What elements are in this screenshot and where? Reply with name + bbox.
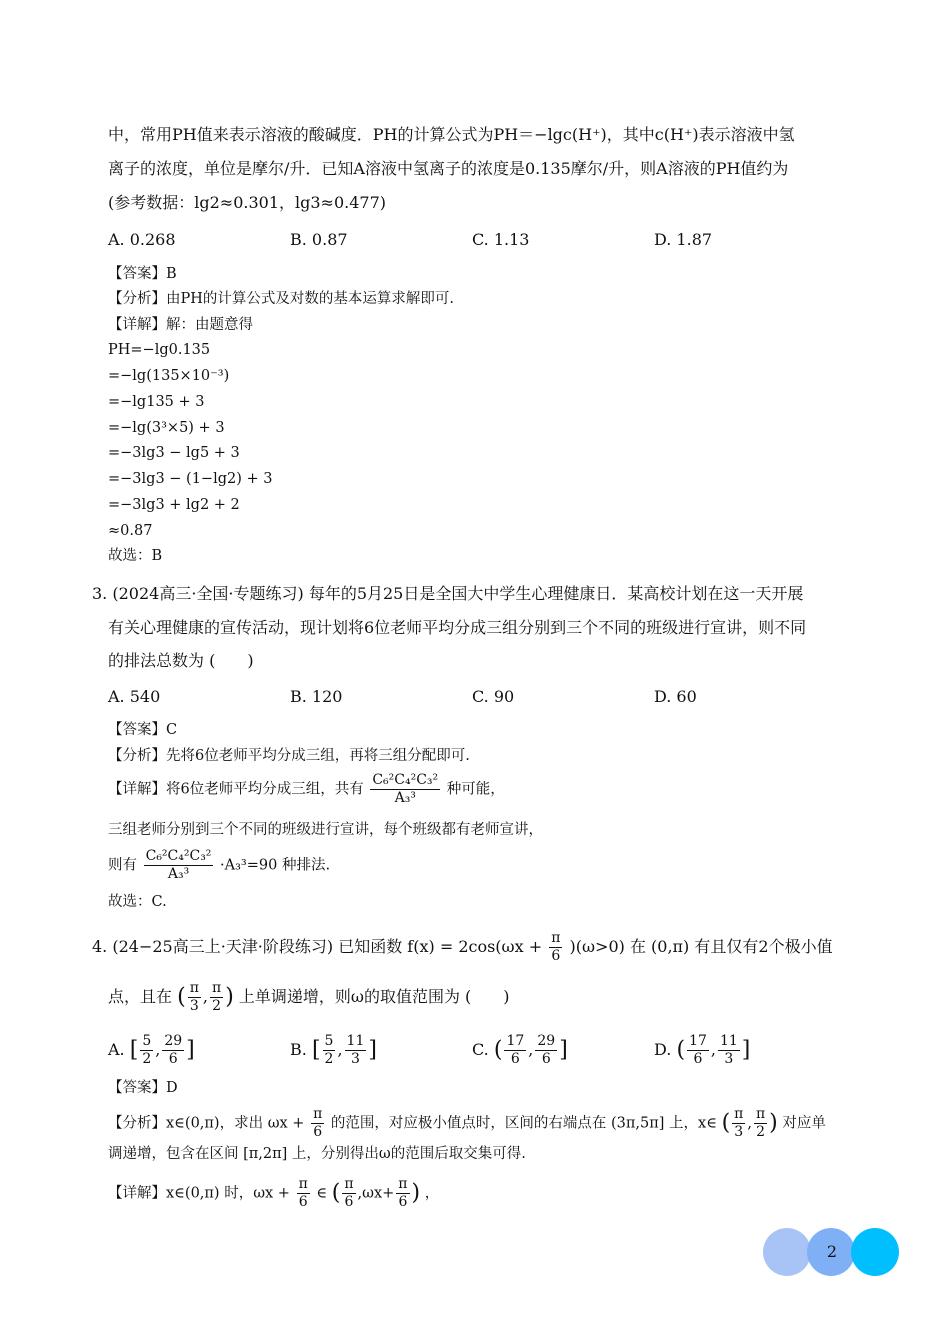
- q4-answer: 【答案】D: [108, 1080, 178, 1096]
- q2-option-a: A. 0.268: [108, 230, 176, 249]
- q3-text-line-2: 有关心理健康的宣传活动，现计划将6位老师平均分成三组分别到三个不同的班级进行宣讲，则不同: [108, 618, 807, 637]
- q3-text-line-1: 3. (2024高三·全国·专题练习) 每年的5月25日是全国大中学生心理健康日．某高校计划在这一天开展: [92, 584, 804, 603]
- q4-detail-pre: 【详解】x∈(0,π) 时，ωx +: [108, 1185, 290, 1202]
- q2-step-2: =−lg(135×10⁻³): [108, 368, 230, 384]
- q2-text-line-3: (参考数据：lg2≈0.301，lg3≈0.477): [108, 193, 386, 212]
- q2-choose: 故选：B: [108, 548, 163, 564]
- q2-step-1: PH=−lg0.135: [108, 342, 211, 358]
- q4-option-a: A. [ $\frac{5}{2}$ , $\frac{29}{6}$ ]: [108, 1033, 195, 1067]
- q4-frac-num: π: [189, 980, 199, 996]
- q4-detail-line-1: 【详解】x∈(0,π) 时，ωx + $\frac{\pi}{6}$ ∈ ( $\frac{\pi}{6}$ ,ωx+ $\frac{\pi}{6}$ ) ，: [108, 1176, 440, 1210]
- q4-dt-six6b: 6: [398, 1194, 408, 1210]
- q4-an-three: 3: [734, 1124, 744, 1140]
- q2-step-4: =−lg(3³×5) + 3: [108, 420, 225, 436]
- q4-analysis-pre: 【分析】x∈(0,π)，求出 ωx +: [108, 1115, 305, 1132]
- q4-analysis-line-2: 调递增，包含在区间 [π,2π] 上，分别得出ω的范围后取交集可得.: [108, 1146, 526, 1162]
- q2-option-c: C. 1.13: [472, 230, 530, 249]
- q3-fraction-denominator: A₃³: [394, 790, 416, 806]
- q3-detail-line-1: [108, 772, 505, 807]
- q4-detail-mid: ∈: [316, 1185, 328, 1202]
- q3-then-post: ·A₃³=90 种排法.: [220, 857, 331, 874]
- q3-combination-fraction-2: [144, 848, 214, 883]
- q4-pi-over-6: [549, 930, 562, 965]
- q2-option-d: D. 1.87: [654, 230, 713, 249]
- q4-option-b: B. [ $\frac{5}{2}$ , $\frac{11}{3}$ ]: [290, 1033, 377, 1067]
- q3-then-pre: 则有: [108, 857, 137, 874]
- q2-answer: 【答案】B: [108, 266, 177, 282]
- page-number: 2: [826, 1242, 838, 1261]
- q3-fraction2-denominator: A₃³: [167, 866, 190, 882]
- q4-option-c-label: C.: [472, 1040, 489, 1059]
- q4-six-denominator: 6: [551, 948, 561, 964]
- q4-an-two: 2: [756, 1124, 766, 1140]
- q3-option-d: D. 60: [654, 687, 697, 706]
- q4-frac-den: 2: [212, 998, 222, 1014]
- q2-step-7: =−3lg3 + lg2 + 2: [108, 497, 240, 513]
- q4-option-c: C. ( $\frac{17}{6}$ , $\frac{29}{6}$ ]: [472, 1033, 568, 1067]
- q4-line2-pre: 点，且在: [108, 987, 173, 1006]
- q4-text-line-1: [92, 930, 833, 965]
- q4-d-d2: 3: [724, 1051, 734, 1067]
- q4-a-n2: 29: [164, 1033, 183, 1049]
- q3-text-line-3: 的排法总数为 ( ): [108, 651, 254, 670]
- q3-option-a: A. 540: [108, 687, 161, 706]
- q4-b-d1: 2: [324, 1051, 334, 1067]
- q4-dt-pi: π: [298, 1176, 308, 1192]
- q4-an-pi2: π: [755, 1106, 766, 1122]
- q2-option-b: B. 0.87: [290, 230, 348, 249]
- q3-combination-fraction: [370, 772, 440, 807]
- q3-detail-post: 种可能，: [446, 781, 505, 798]
- q4-b-n2: 11: [346, 1033, 365, 1049]
- q4-d-d1: 6: [693, 1051, 703, 1067]
- q4-dt-pi6: π: [344, 1176, 354, 1192]
- q4-dt-pi6b: π: [398, 1176, 408, 1192]
- q4-line1-post: )(ω>0) 在 (0,π) 有且仅有2个极小值: [569, 937, 833, 956]
- q2-text-line-1: 中，常用PH值来表示溶液的酸碱度．PH的计算公式为PH＝−lgc(H⁺)，其中c(H⁺)表示溶液中氢: [108, 125, 795, 144]
- q2-analysis: 【分析】由PH的计算公式及对数的基本运算求解即可.: [108, 291, 455, 307]
- q4-b-d2: 3: [351, 1051, 360, 1067]
- q2-detail-heading: 【详解】解：由题意得: [108, 317, 253, 333]
- q4-a-n1: 5: [142, 1033, 152, 1049]
- q4-analysis-post: 对应单: [782, 1115, 826, 1132]
- q4-pi-over-2: [210, 980, 223, 1015]
- page-decor-circle-3: [851, 1228, 899, 1276]
- q4-frac-num: π: [212, 980, 222, 996]
- q4-detail-post: ，: [424, 1185, 440, 1202]
- q2-step-6: =−3lg3 − (1−lg2) + 3: [108, 471, 273, 487]
- q4-dt-six6: 6: [344, 1194, 354, 1210]
- q4-c-n1: 17: [506, 1033, 525, 1049]
- q4-analysis-mid: 的范围，对应极小值点时，区间的右端点在 (3π,5π] 上，x∈: [330, 1115, 717, 1132]
- q4-d-n1: 17: [689, 1033, 707, 1049]
- q4-text-line-2: 点，且在 ( $\frac{\pi}{3}$ , $\frac{\pi}{2}$ ) 上单调递增，则ω的取值范围为 ( ): [108, 980, 510, 1014]
- q4-dt-six: 6: [298, 1194, 308, 1210]
- q4-pi-numerator: π: [551, 930, 561, 946]
- q4-an-pi3: π: [734, 1106, 744, 1122]
- page-decor-circle-1: [763, 1228, 811, 1276]
- q3-detail-pre: 【详解】将6位老师平均分成三组，共有: [108, 781, 364, 798]
- q2-text-line-2: 离子的浓度，单位是摩尔/升．已知A溶液中氢离子的浓度是0.135摩尔/升，则A溶液的PH值约为: [108, 159, 789, 178]
- q2-step-5: =−3lg3 − lg5 + 3: [108, 445, 240, 461]
- q3-analysis: 【分析】先将6位老师平均分成三组，再将三组分配即可.: [108, 748, 470, 764]
- q4-c-n2: 29: [537, 1033, 556, 1049]
- q4-a-d2: 6: [168, 1051, 178, 1067]
- q3-detail-line-3: [108, 848, 330, 883]
- q4-line2-post: 上单调递增，则ω的取值范围为 ( ): [238, 987, 510, 1006]
- q3-choose: 故选：C.: [108, 894, 167, 910]
- q4-a-d1: 2: [142, 1051, 152, 1067]
- q3-option-b: B. 120: [290, 687, 343, 706]
- q3-fraction2-numerator: C₆²C₄²C₃²: [145, 848, 212, 864]
- q4-c-d1: 6: [510, 1051, 520, 1067]
- q4-c-d2: 6: [541, 1051, 551, 1067]
- q3-fraction-numerator: C₆²C₄²C₃²: [372, 772, 439, 788]
- q4-an-six: 6: [313, 1124, 323, 1140]
- q4-option-b-label: B.: [290, 1040, 307, 1059]
- q4-frac-den: 3: [189, 998, 199, 1014]
- q4-line1-pre: 4. (24−25高三上·天津·阶段练习) 已知函数 f(x) = 2cos(ωx +: [92, 937, 543, 956]
- q4-analysis-line-1: 【分析】x∈(0,π)，求出 ωx + $\frac{\pi}{6}$ 的范围，对应极小值点时，区间的右端点在 (3π,5π] 上，x∈ ( $\frac{\pi}{3}$ , $\frac{\pi}{2}$ ) 对应单: [108, 1106, 826, 1140]
- q4-option-a-label: A.: [108, 1040, 125, 1059]
- q3-option-c: C. 90: [472, 687, 515, 706]
- q4-pi-over-3: [188, 980, 201, 1015]
- q4-option-d-label: D.: [654, 1040, 672, 1059]
- q3-detail-line-2: 三组老师分别到三个不同的班级进行宣讲，每个班级都有老师宣讲，: [108, 822, 543, 838]
- q4-an-pi: π: [313, 1106, 323, 1122]
- q2-step-8: ≈0.87: [108, 523, 153, 539]
- q3-answer: 【答案】C: [108, 722, 178, 738]
- q2-step-3: =−lg135 + 3: [108, 394, 205, 410]
- q4-b-n1: 5: [324, 1033, 334, 1049]
- q4-option-d: D. ( $\frac{17}{6}$ , $\frac{11}{3}$ ]: [654, 1033, 751, 1067]
- q4-d-n2: 11: [719, 1033, 738, 1049]
